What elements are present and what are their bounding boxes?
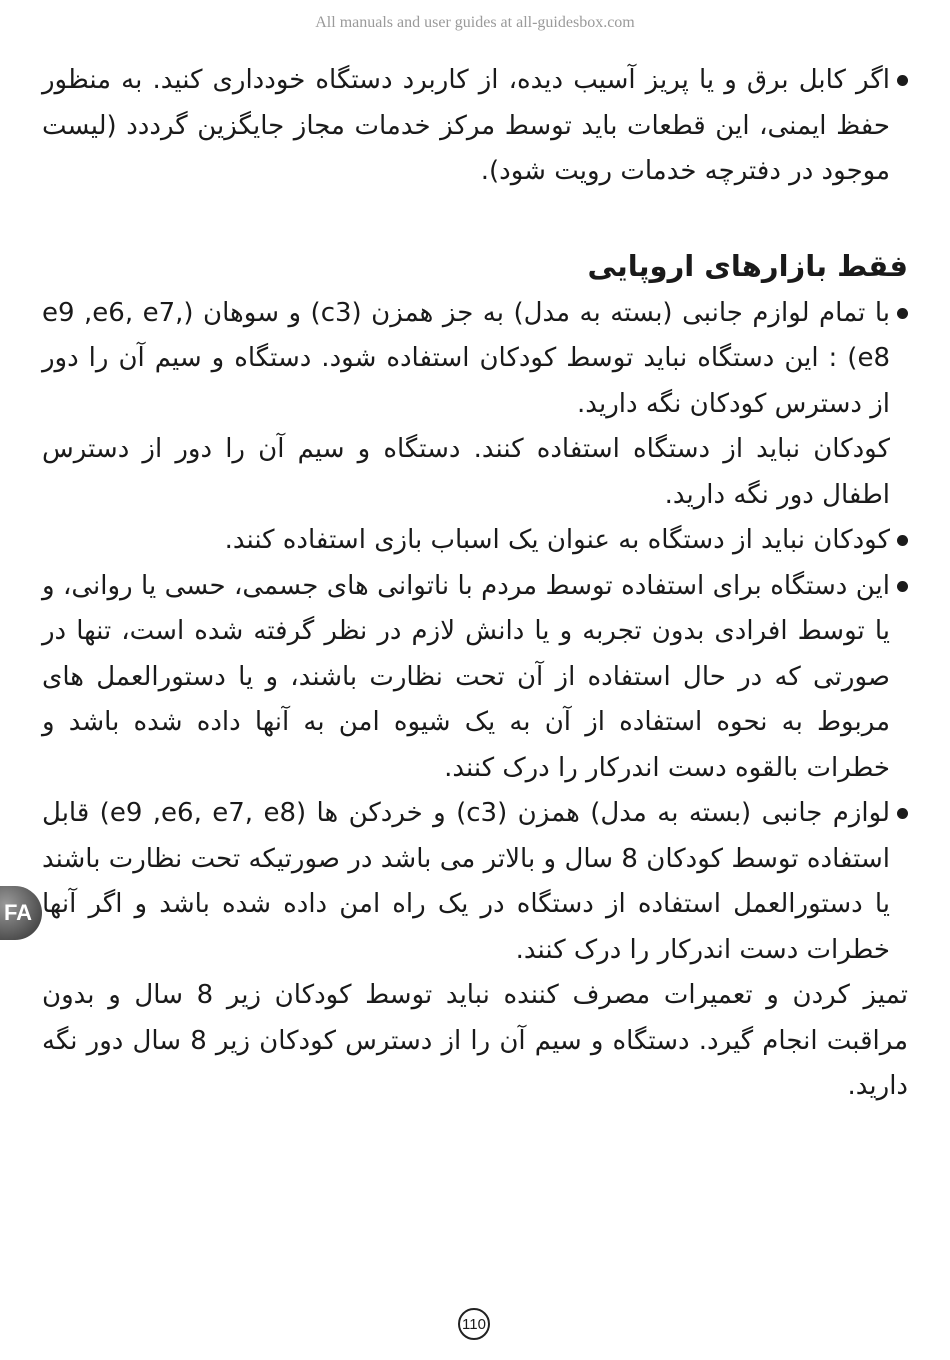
warning-disabilities: این دستگاه برای استفاده توسط مردم با ناتوانی های جسمی، حسی یا روانی، و یا توسط افرادی بدون تجربه و یا دانش لازم در نظر گرفته شده است، تنها در صورتی که در حال استفاده از آن تحت نظارت باشند، و یا دستورالعمل های مربوط به نحوه استفاده از آن به یک شیوه امن به آنها داده شده باشد و خطرات بالقوه دست اندرکار را درک کنند. (42, 564, 908, 792)
warning-cleaning: تمیز کردن و تعمیرات مصرف کننده نباید توسط کودکان زیر 8 سال و بدون مراقبت انجام گیرد. دستگاه و سیم آن را از دسترس کودکان زیر 8 سال دور نگه دارید. (42, 980, 908, 1101)
warning-accessories-children: با تمام لوازم جانبی (بسته به مدل) به جز همزن (c3) و سوهان (e9 ,e6, e7, e8) : این دستگاه نباید توسط کودکان استفاده شود. دستگاه و سیم آن را دور از دسترس کودکان نگه دارید. (42, 291, 908, 428)
page-content (42, 58, 908, 1110)
language-tab: FA (0, 886, 42, 940)
page-number: 110 (458, 1308, 490, 1340)
watermark: All manuals and user guides at all-guidesbox.com (315, 14, 635, 31)
warning-toy: کودکان نباید از دستگاه به عنوان یک اسباب بازی استفاده کنند. (42, 518, 908, 564)
warning-accessories-age-8: لوازم جانبی (بسته به مدل) همزن (c3) و خردکن ها (e9 ,e6, e7, e8) قابل استفاده توسط کودکان 8 سال و بالاتر می باشد در صورتیکه تحت نظارت باشند یا دستورالعمل استفاده از دستگاه در یک راه امن داده شده باشد و اگر آنها خطرات دست اندرکار را درک کنند. (42, 791, 908, 973)
section-heading: فقط بازارهای اروپایی (587, 248, 908, 283)
warning-power-cable: اگر کابل برق و یا پریز آسیب دیده، از کاربرد دستگاه خودداری کنید. به منظور حفظ ایمنی، این قطعات باید توسط مرکز خدمات مجاز جایگزین گرددد (لیست موجود در دفترچه خدمات رویت شود). (42, 58, 908, 195)
warning-children-access: کودکان نباید از دستگاه استفاده کنند. دستگاه و سیم آن را دور از دسترس اطفال دور نگه دارید. (42, 434, 890, 510)
